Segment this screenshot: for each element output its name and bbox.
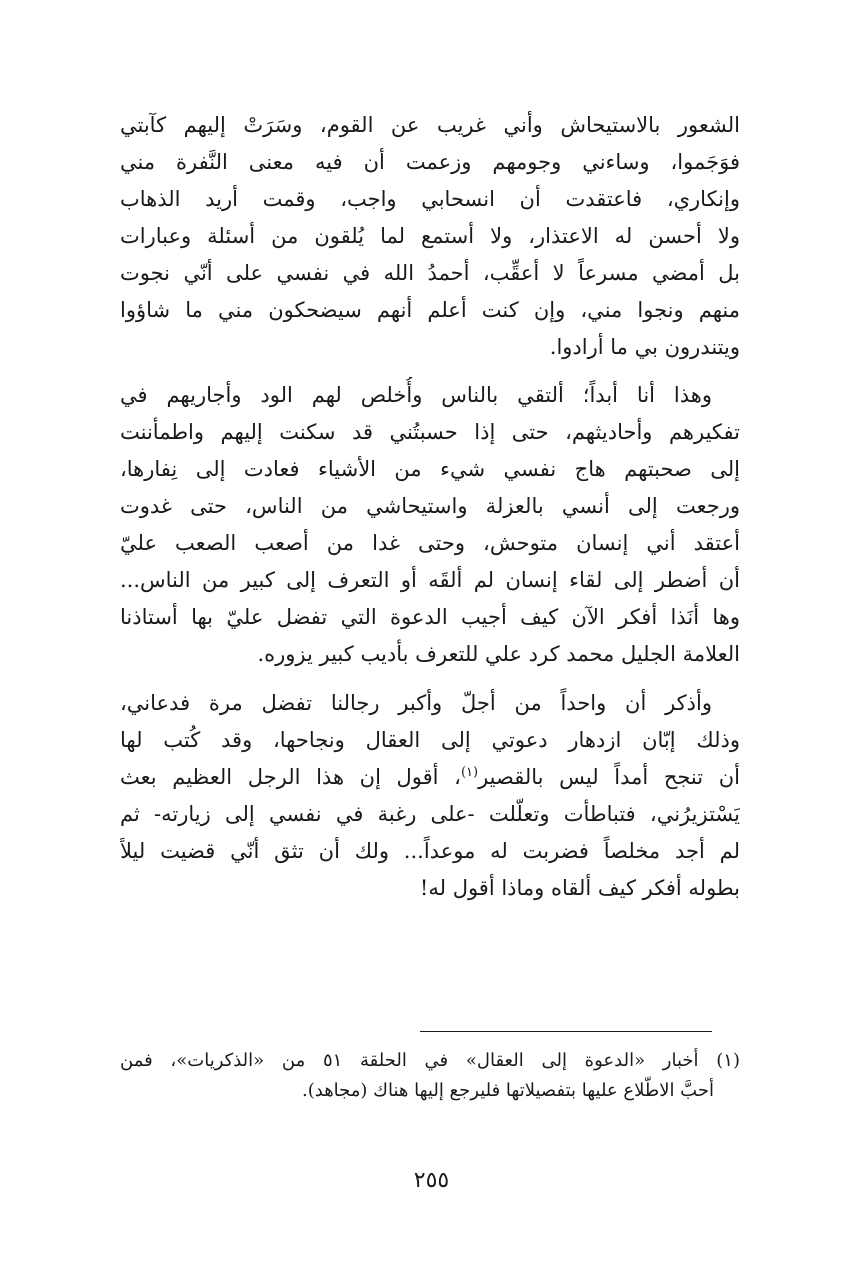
text-line: منهم ونجوا مني، وإن كنت أعلم أنهم سيضحكون مني ما شاؤوا xyxy=(120,298,740,322)
text-segment: ، أقول إن هذا الرجل العظيم بعث xyxy=(120,765,461,789)
text-line: الشعور بالاستيحاش وأني غريب عن القوم، وسَرَتْ إليهم كآبتي xyxy=(120,113,740,137)
text-line: يَسْتزيرُني، فتباطأت وتعلّلت -على رغبة في نفسي إلى زيارته- ثم xyxy=(120,802,740,826)
text-line: لم أجد مخلصاً فضربت له موعداً... ولك أن تثق أنّي قضيت ليلاً xyxy=(120,839,740,863)
footnote xyxy=(120,1046,740,1106)
text-line: وإنكاري، فاعتقدت أن انسحابي واجب، وقمت أريد الذهاب xyxy=(120,187,740,211)
paragraph-1 xyxy=(120,107,740,366)
page-number: ٢٥٥ xyxy=(413,1168,450,1193)
paragraph-2 xyxy=(120,377,740,673)
text-line: بل أمضي مسرعاً لا أعقِّب، أحمدُ الله في نفسي على أنّي نجوت xyxy=(120,261,740,285)
text-line: إلى صحبتهم هاج نفسي شيء من الأشياء فعادت إلى نِفارها، xyxy=(120,457,740,481)
footnote-line: أحبَّ الاطّلاع عليها بتفصيلاتها فليرجع إليها هناك (مجاهد). xyxy=(302,1080,714,1101)
text-line: وذلك إبّان ازدهار دعوتي إلى العقال ونجاحها، وقد كُتب لها xyxy=(120,728,740,752)
text-line: العلامة الجليل محمد كرد علي للتعرف بأديب كبير يزوره. xyxy=(257,642,740,666)
text-segment: أن تنجح أمداً ليس بالقصير xyxy=(478,765,740,789)
text-line: وهذا أنا أبداً؛ ألتقي بالناس وأُخلص لهم الود وأجاريهم في xyxy=(120,383,712,407)
text-line: أن أضطر إلى لقاء إنسان لم ألقَه أو التعرف إلى كبير من الناس... xyxy=(120,568,740,592)
footnote-reference[interactable]: (١) xyxy=(460,765,479,780)
text-line xyxy=(120,759,740,796)
text-line: تفكيرهم وأحاديثهم، حتى إذا حسبتُني قد سكنت إليهم واطمأننت xyxy=(120,420,740,444)
text-line: وها أنَذا أفكر الآن كيف أجيب الدعوة التي تفضل عليّ بها أستاذنا xyxy=(120,605,740,629)
text-line: بطوله أفكر كيف ألقاه وماذا أقول له! xyxy=(419,876,740,900)
text-line: فوَجَموا، وساءني وجومهم وزعمت أن فيه معنى النَّفرة مني xyxy=(120,150,740,174)
text-line: ورجعت إلى أنسي بالعزلة واستيحاشي من الناس، حتى غدوت xyxy=(120,494,740,518)
paragraph-3 xyxy=(120,685,740,907)
text-line: وأذكر أن واحداً من أجلّ وأكبر رجالنا تفضل مرة فدعاني، xyxy=(120,691,712,715)
text-line: ولا أحسن له الاعتذار، ولا أستمع لما يُلقون من أسئلة وعبارات xyxy=(120,224,740,248)
footnote-line: (١) أخبار «الدعوة إلى العقال» في الحلقة ٥١ من «الذكريات»، فمن xyxy=(120,1050,740,1071)
footnote-divider xyxy=(420,1031,712,1032)
text-line: ويتندرون بي ما أرادوا. xyxy=(549,335,740,359)
text-line: أعتقد أني إنسان متوحش، وحتى غدا من أصعب الصعب عليّ xyxy=(120,531,740,555)
